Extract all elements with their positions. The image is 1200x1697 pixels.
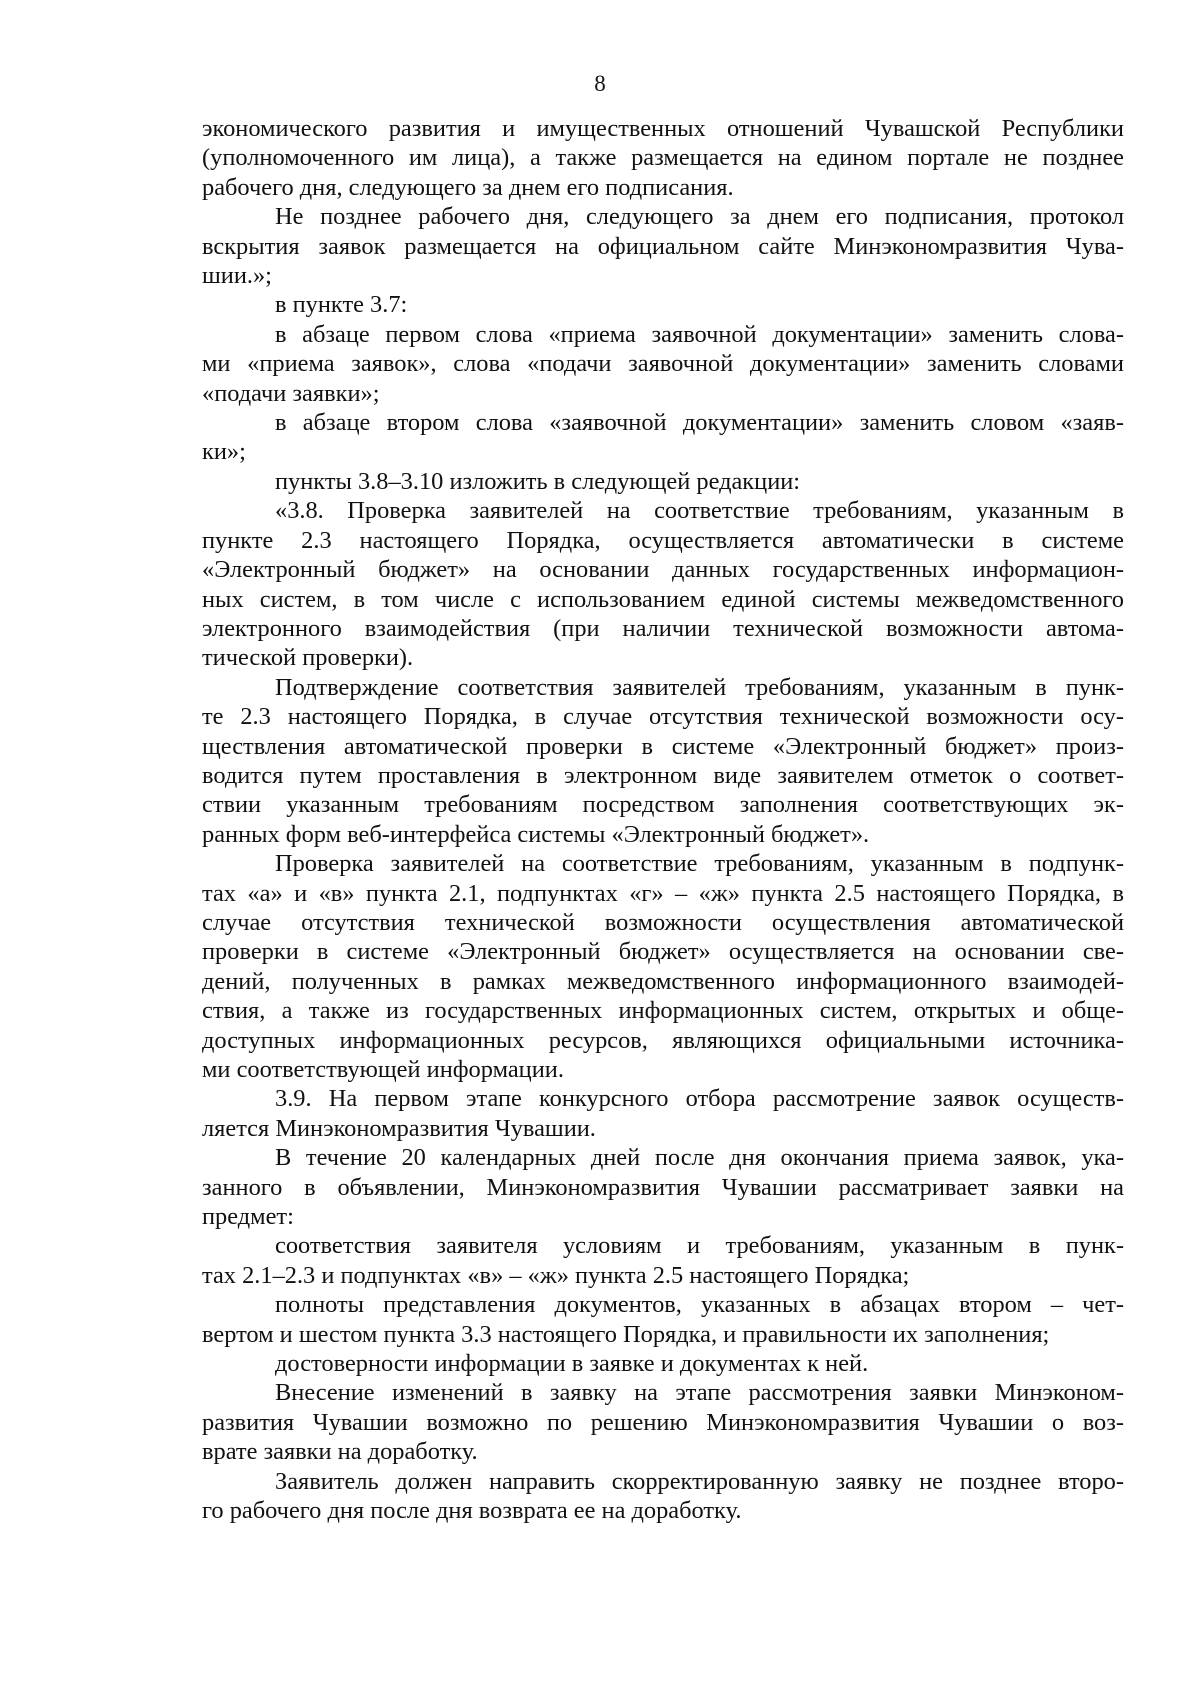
text-line: тах «а» и «в» пункта 2.1, подпунктах «г» – «ж» пункта 2.5 настоящего Порядка, в bbox=[202, 879, 1124, 907]
paragraph bbox=[202, 1084, 1124, 1143]
text-line: в пункте 3.7: bbox=[275, 291, 408, 319]
paragraph bbox=[202, 1467, 1124, 1526]
text-line: 3.9. На первом этапе конкурсного отбора рассмотрение заявок осуществ- bbox=[275, 1085, 1124, 1113]
text-line: (уполномоченного им лица), а также размещается на едином портале не позднее bbox=[202, 144, 1124, 172]
text-line: ных систем, в том числе с использованием единой системы межведомственного bbox=[202, 585, 1124, 613]
text-line: полноты представления документов, указанных в абзацах втором – чет- bbox=[275, 1291, 1124, 1319]
paragraph bbox=[202, 467, 1124, 496]
paragraph bbox=[202, 1290, 1124, 1349]
paragraph bbox=[202, 114, 1124, 202]
text-line: В течение 20 календарных дней после дня окончания приема заявок, ука- bbox=[275, 1144, 1124, 1172]
text-line: шии.»; bbox=[202, 262, 272, 290]
text-line: случае отсутствия технической возможности осуществления автоматической bbox=[202, 908, 1124, 936]
text-line: Проверка заявителей на соответствие требованиям, указанным в подпунк- bbox=[275, 850, 1124, 878]
text-line: Заявитель должен направить скорректированную заявку не позднее второ- bbox=[275, 1467, 1124, 1495]
text-line: «Электронный бюджет» на основании данных государственных информацион- bbox=[202, 556, 1124, 584]
text-line: проверки в системе «Электронный бюджет» осуществляется на основании све- bbox=[202, 938, 1124, 966]
paragraph bbox=[202, 496, 1124, 672]
text-line: вскрытия заявок размещается на официальном сайте Минэкономразвития Чува- bbox=[202, 232, 1124, 260]
text-line: электронного взаимодействия (при наличии технической возможности автома- bbox=[202, 614, 1124, 642]
paragraph bbox=[202, 320, 1124, 408]
paragraph bbox=[202, 1231, 1124, 1290]
text-line: в абзаце первом слова «приема заявочной документации» заменить слова- bbox=[275, 320, 1124, 348]
text-line: рабочего дня, следующего за днем его подписания. bbox=[202, 173, 734, 201]
paragraph bbox=[202, 408, 1124, 467]
text-line: соответствия заявителя условиям и требованиям, указанным в пунк- bbox=[275, 1232, 1124, 1260]
text-line: достоверности информации в заявке и документах к ней. bbox=[275, 1350, 869, 1378]
paragraph bbox=[202, 849, 1124, 1084]
text-line: вертом и шестом пункта 3.3 настоящего Порядка, и правильности их заполнения; bbox=[202, 1320, 1050, 1348]
text-line: Подтверждение соответствия заявителей требованиям, указанным в пунк- bbox=[275, 673, 1124, 701]
text-line: «подачи заявки»; bbox=[202, 379, 380, 407]
paragraph bbox=[202, 673, 1124, 849]
text-line: ществления автоматической проверки в системе «Электронный бюджет» произ- bbox=[202, 732, 1124, 760]
text-line: тической проверки). bbox=[202, 644, 414, 672]
paragraph bbox=[202, 1349, 1124, 1378]
text-line: дений, полученных в рамках межведомственного информационного взаимодей- bbox=[202, 967, 1124, 995]
text-line: предмет: bbox=[202, 1203, 294, 1231]
text-line: ми «приема заявок», слова «подачи заявочной документации» заменить словами bbox=[202, 350, 1124, 378]
text-line: водится путем проставления в электронном виде заявителем отметок о соответ- bbox=[202, 761, 1124, 789]
paragraph bbox=[202, 1378, 1124, 1466]
text-line: доступных информационных ресурсов, являющихся официальными источника- bbox=[202, 1026, 1124, 1054]
text-line: «3.8. Проверка заявителей на соответствие требованиям, указанным в bbox=[275, 497, 1124, 525]
paragraph bbox=[202, 202, 1124, 290]
text-line: ми соответствующей информации. bbox=[202, 1056, 564, 1083]
text-line: тах 2.1–2.3 и подпунктах «в» – «ж» пункта 2.5 настоящего Порядка; bbox=[202, 1261, 910, 1289]
text-line: пункте 2.3 настоящего Порядка, осуществляется автоматически в системе bbox=[202, 526, 1124, 554]
text-line: в абзаце втором слова «заявочной документации» заменить словом «заяв- bbox=[275, 409, 1124, 437]
text-line: го рабочего дня после дня возврата ее на доработку. bbox=[202, 1497, 742, 1525]
text-line: ствия, а также из государственных информационных систем, открытых и обще- bbox=[202, 997, 1124, 1025]
text-line: Не позднее рабочего дня, следующего за днем его подписания, протокол bbox=[275, 203, 1124, 231]
text-line: ляется Минэкономразвития Чувашии. bbox=[202, 1114, 596, 1142]
text-line: ки»; bbox=[202, 438, 246, 466]
document-body bbox=[202, 114, 1124, 1526]
paragraph bbox=[202, 290, 1124, 319]
text-line: развития Чувашии возможно по решению Минэкономразвития Чувашии о воз- bbox=[202, 1408, 1124, 1436]
text-line: те 2.3 настоящего Порядка, в случае отсутствия технической возможности осу- bbox=[202, 703, 1124, 731]
text-line: Внесение изменений в заявку на этапе рассмотрения заявки Минэконом- bbox=[275, 1379, 1124, 1407]
text-line: врате заявки на доработку. bbox=[202, 1438, 478, 1466]
text-line: ствии указанным требованиям посредством заполнения соответствующих эк- bbox=[202, 791, 1124, 819]
text-line: занного в объявлении, Минэкономразвития Чувашии рассматривает заявки на bbox=[202, 1173, 1124, 1201]
text-line: пункты 3.8–3.10 изложить в следующей редакции: bbox=[275, 467, 801, 495]
paragraph bbox=[202, 1143, 1124, 1231]
page-number: 8 bbox=[594, 71, 606, 96]
text-line: экономического развития и имущественных отношений Чувашской Республики bbox=[202, 115, 1124, 142]
text-line: ранных форм веб-интерфейса системы «Электронный бюджет». bbox=[202, 820, 870, 848]
